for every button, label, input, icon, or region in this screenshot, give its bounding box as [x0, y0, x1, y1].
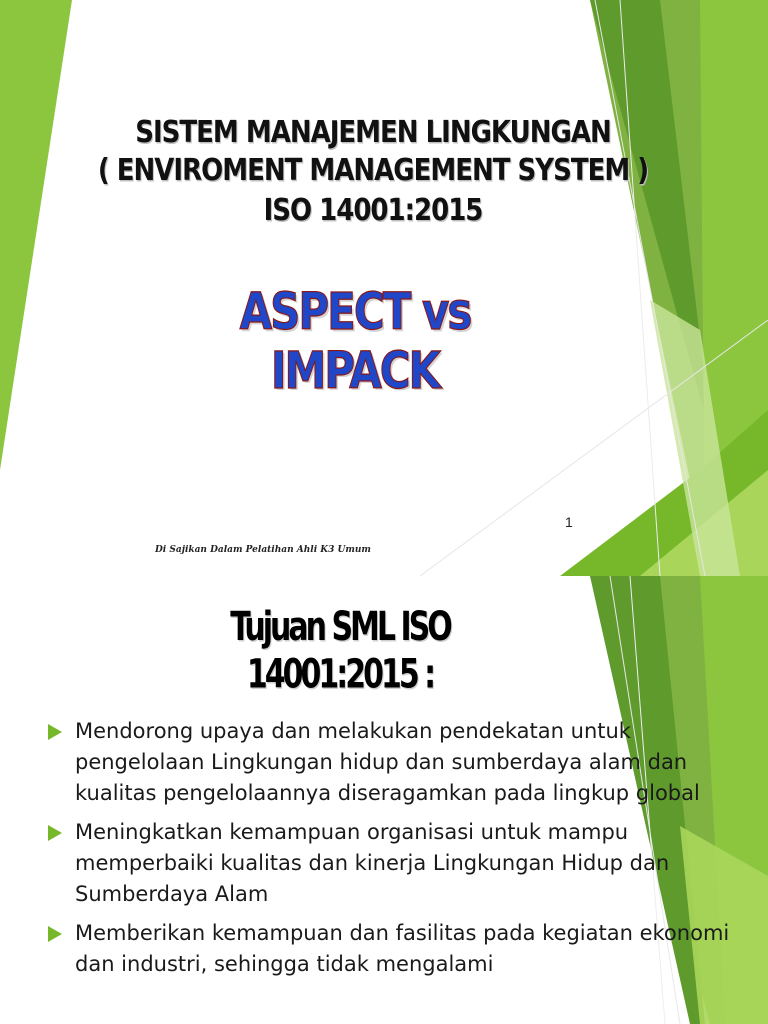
bullet-item	[46, 716, 736, 809]
bullet-text: Mendorong upaya dan melakukan pendekatan untuk pengelolaan Lingkungan hidup dan sumberdaya alam dan kualitas pengelolaannya diseragamkan pada lingkup global	[75, 719, 700, 805]
main-title-line-2: ( ENVIROMENT MANAGEMENT SYSTEM )	[97, 153, 649, 189]
slide-heading: Tujuan SML ISO 14001:2015 :	[230, 603, 450, 699]
content-slide	[0, 576, 768, 1024]
bullet-triangle-icon	[48, 825, 62, 841]
bullet-item	[46, 918, 736, 980]
subtitle-aspect-vs-impack: ASPECT vs IMPACK	[239, 282, 471, 400]
main-title-line-1: SISTEM MANAJEMEN LINGKUNGAN	[135, 115, 611, 151]
bullet-text: Memberikan kemampuan dan fasilitas pada kegiatan ekonomi dan industri, sehingga tidak mengalami	[75, 921, 730, 976]
bullet-triangle-icon	[48, 926, 62, 942]
bullet-text: Meningkatkan kemampuan organisasi untuk mampu memperbaiki kualitas dan kinerja Lingkungan Hidup dan Sumberdaya Alam	[75, 820, 670, 906]
bullet-triangle-icon	[48, 724, 62, 740]
main-title-line-3: ISO 14001:2015	[263, 193, 483, 229]
bullet-item	[46, 817, 736, 910]
slide-number: 1	[565, 514, 573, 530]
bullet-list	[46, 716, 736, 988]
presenter-note: Di Sajikan Dalam Pelatihan Ahli K3 Umum	[155, 545, 371, 555]
